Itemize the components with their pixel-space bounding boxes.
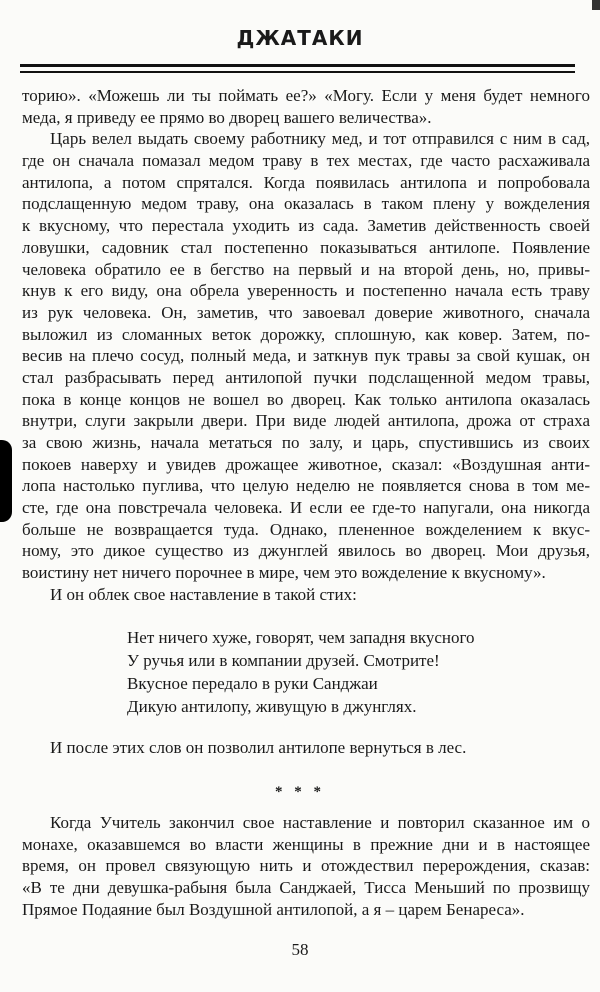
text-line: больше не возвращается туда. Однако, плененное вожделением к вкус- bbox=[22, 519, 590, 539]
text-line: сте, где она повстречала человека. И если ее где-то напугали, она никогда bbox=[22, 498, 590, 518]
text-line: И он облек свое наставление в такой стих: bbox=[50, 584, 357, 604]
text-line: время, он провел связующую нить и отождествил перерождения, сказав: bbox=[22, 856, 590, 876]
text-line: подслащенную медом траву, она оказалась в таком плену у вожделения bbox=[22, 194, 590, 214]
page-number: 58 bbox=[291, 940, 309, 959]
text-line: Прямое Подаяние был Воздушной антилопой, а я – царем Бенареса». bbox=[22, 899, 525, 919]
scan-artifact bbox=[0, 440, 12, 522]
text-line: монахе, оказавшемся во власти женщины в прежние дни и в настоящее bbox=[22, 834, 590, 854]
text-line: человека обратило ее в бегство на первый и на второй день, но, привы- bbox=[22, 259, 590, 279]
text-line: к вкусному, что перестала уходить из сада. Заметив действенность своей bbox=[22, 216, 590, 236]
text-line: торию». «Можешь ли ты поймать ее?» «Могу. Если у меня будет немного bbox=[22, 86, 590, 105]
section-separator: * * * bbox=[275, 784, 325, 800]
text-line: У ручья или в компании друзей. Смотрите! bbox=[127, 651, 440, 670]
text-line: стал разбрасывать перед антилопой пучки подслащенной медом травы, bbox=[22, 367, 590, 387]
text-line: ному, это дикое существо из джунглей явилось во дворец. Мои друзья, bbox=[22, 541, 590, 561]
header-rule bbox=[20, 71, 575, 73]
text-line: из рук человека. Он, заметив, что завоевал доверие животного, сначала bbox=[22, 302, 590, 322]
text-line: внутри, слуги закрыли двери. При виде людей антилопа, дрожа от страха bbox=[22, 411, 590, 431]
text-line: антилопа, а потом спрятался. Когда появилась антилопа и попробовала bbox=[22, 172, 590, 192]
text-line: Когда Учитель закончил свое наставление и повторил сказанное им о bbox=[50, 813, 590, 832]
body-text bbox=[22, 85, 590, 606]
text-line: кнув к его виду, она обрела уверенность и постепенно начала есть траву bbox=[22, 281, 590, 301]
text-line: за свою жизнь, начала метаться по залу, и царь, спустившись из своих bbox=[22, 433, 590, 452]
paragraph: И после этих слов он позволил антилопе вернуться в лес. bbox=[50, 738, 467, 757]
text-line: воистину нет ничего порочнее в мире, чем это вожделение к вкусному». bbox=[22, 563, 546, 583]
text-line: где он сначала помазал медом траву в тех местах, где часто расхаживала bbox=[22, 151, 590, 171]
text-line: пока в конце концов не вошел во дворец. Как только антилопа оказалась bbox=[22, 389, 590, 409]
verse bbox=[127, 626, 475, 718]
text-line: покоев наверху и увидев дрожащее животное, сказал: «Воздушная анти- bbox=[22, 454, 590, 474]
text-line: Нет ничего хуже, говорят, чем западня вкусного bbox=[127, 628, 475, 647]
text-line: лопа настолько пуглива, что целую неделю не появляется снова в том ме- bbox=[22, 476, 590, 496]
final-paragraph bbox=[22, 812, 590, 920]
scan-artifact bbox=[592, 0, 600, 10]
text-line: весив на плечо сосуд, полный меда, и заткнув пук травы за свой кушак, он bbox=[22, 346, 590, 366]
text-line: Вкусное передало в руки Санджаи bbox=[127, 674, 378, 693]
text-line: «В те дни девушка-рабыня была Санджаей, Тисса Меньший по прозвищу bbox=[22, 878, 590, 898]
running-header: ДЖАТАКИ bbox=[236, 26, 364, 50]
text-line: Дикую антилопу, живущую в джунглях. bbox=[127, 697, 417, 716]
header-rule bbox=[20, 64, 575, 67]
text-line: Царь велел выдать своему работнику мед, и тот отправился с ним в сад, bbox=[50, 129, 590, 149]
text-line: выложил из сломанных веток дорожку, сплошную, как ковер. Затем, по- bbox=[22, 324, 590, 344]
text-line: ловушки, садовник стал постепенно показываться антилопе. Появление bbox=[22, 237, 590, 257]
text-line: меда, я приведу ее прямо во дворец вашего величества». bbox=[22, 107, 432, 127]
